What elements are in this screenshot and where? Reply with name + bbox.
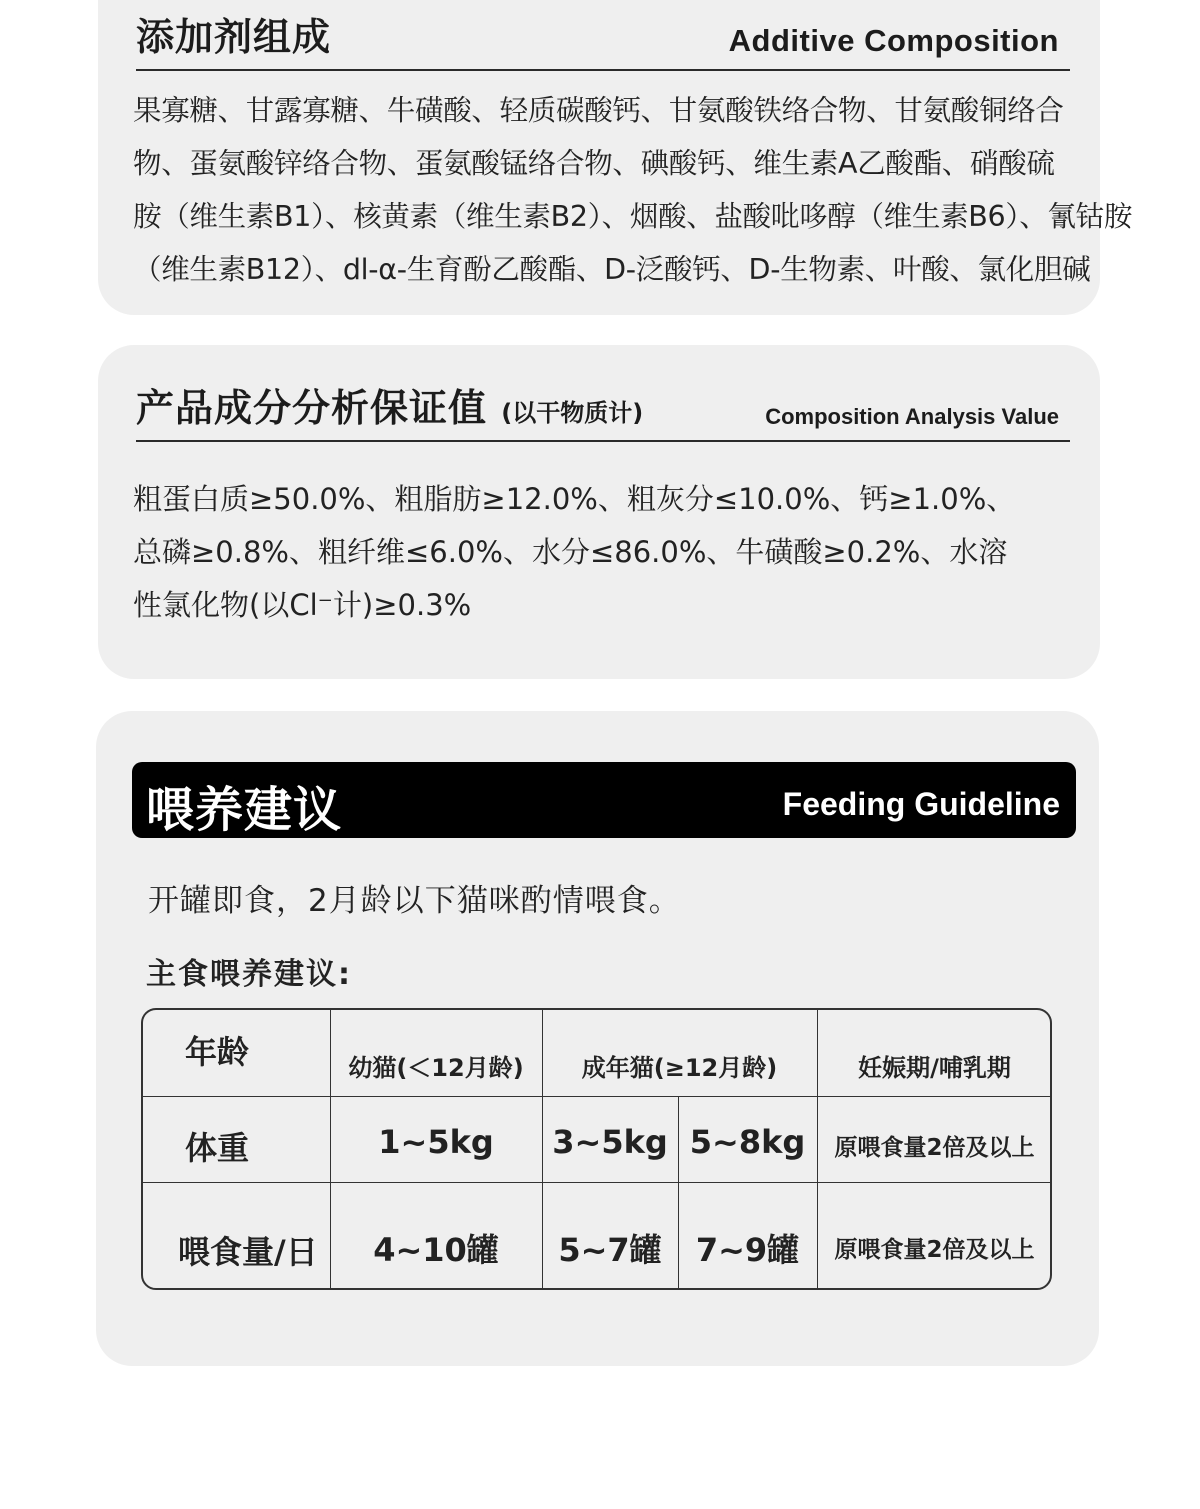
table-adult-weight-a: 3~5kg [552, 1123, 668, 1161]
analysis-line: 粗蛋白质≥50.0%、粗脂肪≥12.0%、粗灰分≤10.0%、钙≥1.0%、 [133, 482, 1016, 516]
analysis-line: 总磷≥0.8%、粗纤维≤6.0%、水分≤86.0%、牛磺酸≥0.2%、水溶 [133, 535, 1008, 569]
table-pregnant-weight: 原喂食量2倍及以上 [834, 1134, 1035, 1161]
analysis-title-sub: (以干物质计) [501, 399, 644, 427]
additive-composition-card [98, 0, 1133, 315]
analysis-title-main: 产品成分分析保证值 [136, 386, 488, 430]
table-header-adult: 成年猫(≥12月龄) [581, 1053, 778, 1082]
feeding-title-cn: 喂养建议 [146, 782, 343, 838]
table-header-kitten: 幼猫(＜12月龄) [348, 1053, 524, 1082]
analysis-list [133, 473, 1073, 632]
feeding-subtitle: 主食喂养建议: [146, 957, 352, 992]
additive-title-en: Additive Composition [728, 23, 1059, 58]
table-kitten-weight: 1~5kg [378, 1123, 494, 1161]
analysis-header [136, 365, 1070, 442]
analysis-title-en: Composition Analysis Value [765, 404, 1059, 429]
analysis-title-cn [136, 377, 643, 432]
feeding-banner [132, 762, 1076, 838]
feeding-table [141, 1008, 1052, 1290]
feeding-note: 开罐即食，2月龄以下猫咪酌情喂食。 [148, 883, 681, 919]
analysis-line: 性氯化物(以Cl⁻计)≥0.3% [133, 588, 472, 622]
additive-line: 物、蛋氨酸锌络合物、蛋氨酸锰络合物、碘酸钙、维生素A乙酸酯、硝酸硫 [133, 147, 1055, 180]
feeding-guideline-card [96, 711, 1099, 1366]
additive-line: 胺（维生素B1）、核黄素（维生素B2）、烟酸、盐酸吡哆醇（维生素B6）、氰钴胺 [133, 200, 1133, 233]
table-kitten-amount: 4~10罐 [373, 1231, 499, 1269]
additive-list [133, 84, 1133, 296]
feeding-title-en: Feeding Guideline [782, 786, 1060, 822]
table-adult-amount-a: 5~7罐 [558, 1231, 662, 1269]
additive-title-cn: 添加剂组成 [136, 15, 332, 59]
additive-line: 果寡糖、甘露寡糖、牛磺酸、轻质碳酸钙、甘氨酸铁络合物、甘氨酸铜络合 [133, 94, 1064, 127]
table-adult-amount-b: 7~9罐 [695, 1231, 800, 1269]
additive-line: （维生素B12）、dl-α-生育酚乙酸酯、D-泛酸钙、D-生物素、叶酸、氯化胆碱 [133, 253, 1091, 286]
table-amount-label: 喂食量/日 [178, 1233, 318, 1271]
table-adult-weight-b: 5~8kg [689, 1123, 806, 1161]
table-header-pregnant: 妊娠期/哺乳期 [858, 1053, 1011, 1082]
additive-header [136, 0, 1070, 71]
table-pregnant-amount: 原喂食量2倍及以上 [834, 1236, 1035, 1263]
table-age-label: 年龄 [185, 1033, 250, 1071]
table-weight-label: 体重 [185, 1129, 250, 1167]
composition-analysis-card [98, 345, 1100, 679]
